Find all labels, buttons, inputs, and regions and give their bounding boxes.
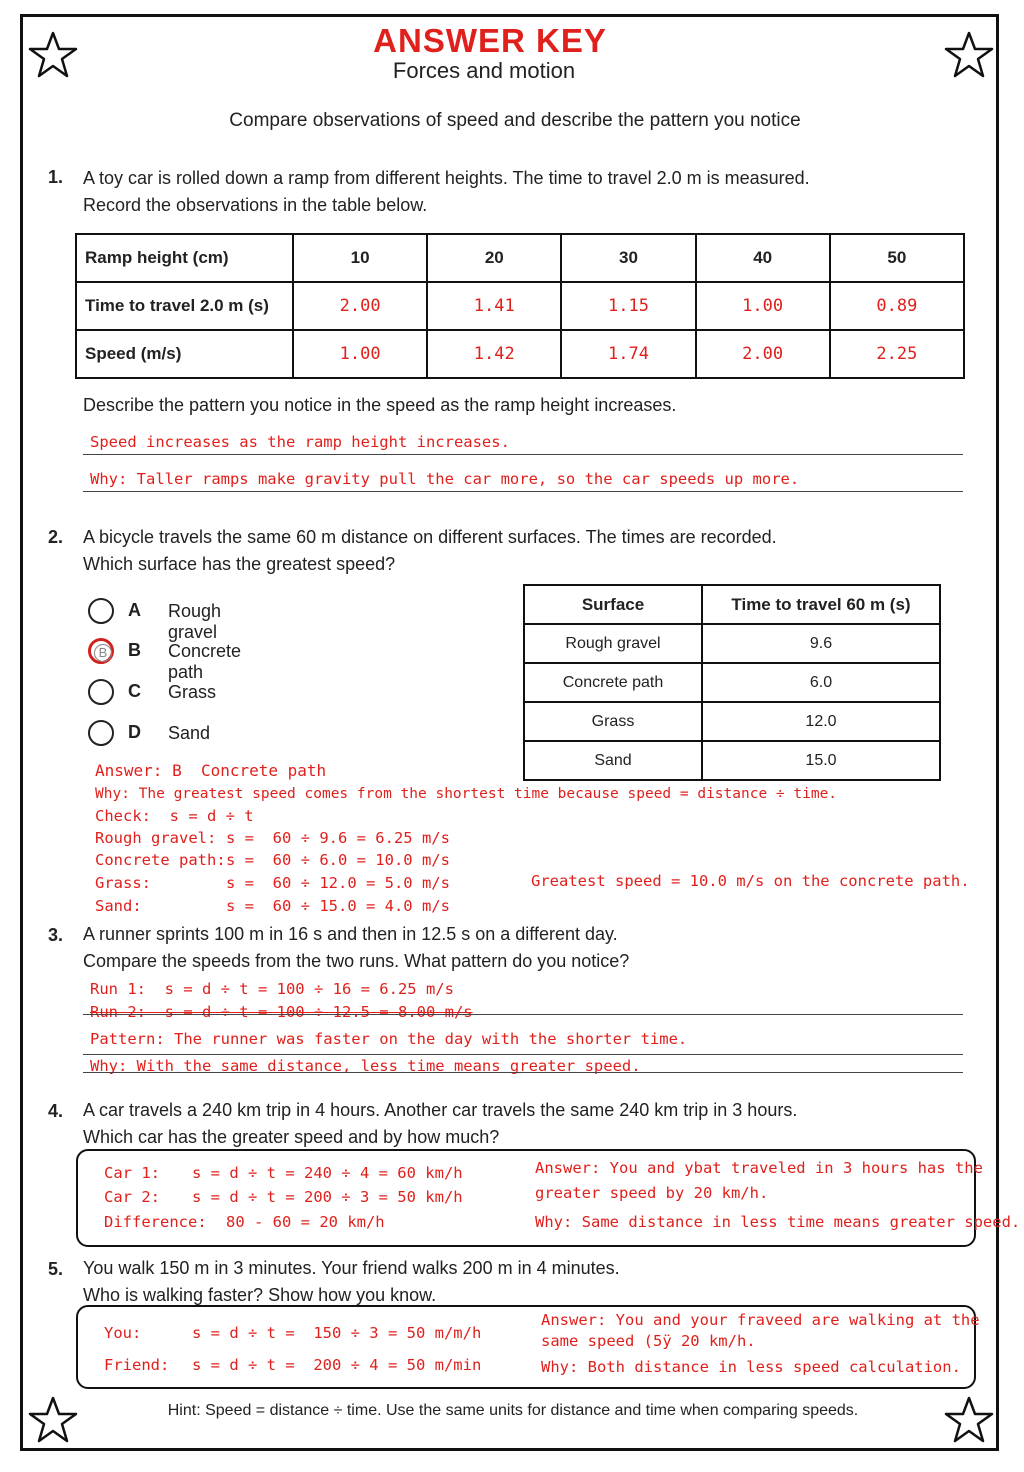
table-cell: 2.00 (696, 330, 830, 378)
calc-label: Car 1: (104, 1164, 160, 1182)
surface-table (523, 584, 941, 781)
answer-text: Why: Taller ramps make gravity pull the car more, so the car speeds up more. (90, 470, 800, 488)
calc-expr: s = 60 ÷ 9.6 = 6.25 m/s (226, 829, 450, 847)
answer-why: Why: The greatest speed comes from the shortest time because speed = distance ÷ time. (95, 786, 838, 802)
hint-text: Hint: Speed = distance ÷ time. Use the same units for distance and time when comparing speeds. (167, 1402, 859, 1419)
answer-text: greater speed by 20 km/h. (535, 1184, 769, 1202)
question-line: Record the observations in the table below. (83, 195, 428, 215)
table-cell: 50 (830, 234, 964, 282)
question-number: 1. (48, 167, 64, 187)
calc-label: Concrete path: (95, 851, 226, 869)
option-letter: A (128, 600, 141, 620)
question-line: You walk 150 m in 3 minutes. Your friend walks 200 m in 4 minutes. (83, 1258, 620, 1278)
table-cell: 9.6 (702, 624, 940, 663)
answer-line (83, 1014, 963, 1015)
calc-label: Grass: (95, 874, 151, 892)
ramp-table (75, 233, 965, 379)
question-line: Which surface has the greatest speed? (83, 554, 396, 574)
intro-text: Compare observations of speed and describe the pattern you notice (229, 110, 801, 131)
row-label: Ramp height (cm) (76, 234, 293, 282)
option-letter: B (128, 640, 141, 660)
answer-check: Check: s = d ÷ t (95, 807, 254, 825)
option-letter: D (128, 722, 141, 742)
option-letter: C (128, 681, 141, 701)
calc-expr: s = 60 ÷ 6.0 = 10.0 m/s (226, 851, 450, 869)
answer-text: Answer: B Concrete path (95, 761, 327, 780)
answer-text: same speed (5ÿ 20 km/h. (541, 1332, 756, 1350)
table-header: Surface (524, 585, 702, 624)
table-cell: 1.00 (293, 330, 427, 378)
table-cell: 1.15 (561, 282, 695, 330)
table-cell: 1.42 (427, 330, 561, 378)
calc-expr: s = 60 ÷ 12.0 = 5.0 m/s (226, 874, 450, 892)
table-cell: 2.00 (293, 282, 427, 330)
calc-expr: s = 60 ÷ 15.0 = 4.0 m/s (226, 897, 450, 915)
table-header: Time to travel 60 m (s) (702, 585, 940, 624)
table-cell: 1.74 (561, 330, 695, 378)
answer-why: Why: Both distance in less speed calculation. (541, 1358, 961, 1376)
table-cell: 30 (561, 234, 695, 282)
question-text (83, 165, 810, 219)
option-radio[interactable] (88, 598, 114, 624)
table-cell: 12.0 (702, 702, 940, 741)
calc-label: Sand: (95, 897, 142, 915)
table-cell: Grass (524, 702, 702, 741)
option-label: Sand (168, 723, 211, 743)
option-label: Grass (168, 682, 217, 702)
pattern-prompt: Describe the pattern you notice in the speed as the ramp height increases. (83, 395, 677, 415)
answer-why: Why: Same distance in less time means greater speed. (535, 1213, 1021, 1231)
question-text (83, 921, 629, 975)
option-label: Rough gravel (168, 601, 222, 642)
option-radio[interactable] (88, 679, 114, 705)
question-line: A bicycle travels the same 60 m distance on different surfaces. The times are recorded. (83, 527, 777, 547)
answer-text: Why: With the same distance, less time means greater speed. (90, 1057, 641, 1075)
answer-text: Pattern: The runner was faster on the day with the shorter time. (90, 1030, 688, 1048)
question-number: 2. (48, 527, 64, 547)
table-cell: 0.89 (830, 282, 964, 330)
answer-text: Run 2: s = d ÷ t = 100 ÷ 12.5 = 8.00 m/s (90, 1003, 473, 1021)
row-label: Time to travel 2.0 m (s) (76, 282, 293, 330)
calc-expr: s = d ÷ t = 200 ÷ 4 = 50 m/min (192, 1356, 482, 1374)
question-line: Who is walking faster? Show how you know. (83, 1285, 437, 1305)
answer-text: Speed increases as the ramp height increases. (90, 433, 510, 451)
calc-label: You: (104, 1324, 142, 1342)
answer-line (83, 454, 963, 455)
answer-text: Answer: You and your fraveed are walking at the (541, 1311, 980, 1329)
calc-expr: s = d ÷ t = 150 ÷ 3 = 50 m/m/h (192, 1324, 482, 1342)
row-label: Speed (m/s) (76, 330, 293, 378)
option-radio[interactable] (88, 720, 114, 746)
table-cell: 20 (427, 234, 561, 282)
question-number: 5. (48, 1259, 64, 1279)
table-cell: Rough gravel (524, 624, 702, 663)
table-cell: 6.0 (702, 663, 940, 702)
question-line: A runner sprints 100 m in 16 s and then in 12.5 s on a different day. (83, 924, 618, 944)
page-subtitle: Forces and motion (392, 58, 576, 83)
table-cell: Sand (524, 741, 702, 780)
question-number: 3. (48, 925, 64, 945)
option-radio-selected[interactable] (88, 638, 114, 664)
answer-text: Answer: You and ybat traveled in 3 hours has the (535, 1159, 983, 1177)
question-number: 4. (48, 1101, 64, 1121)
question-line: A car travels a 240 km trip in 4 hours. Another car travels the same 240 km trip in 3 hours. (83, 1100, 798, 1120)
question-line: A toy car is rolled down a ramp from different heights. The time to travel 2.0 m is measured. (83, 168, 810, 188)
answer-text: Run 1: s = d ÷ t = 100 ÷ 16 = 6.25 m/s (90, 980, 454, 998)
table-cell: 1.00 (696, 282, 830, 330)
question-text (83, 1255, 620, 1309)
page-title: ANSWER KEY (373, 22, 607, 59)
table-cell: 10 (293, 234, 427, 282)
selected-mark: B (94, 644, 112, 662)
answer-line (83, 1072, 963, 1073)
question-line: Compare the speeds from the two runs. What pattern do you notice? (83, 951, 630, 971)
table-cell: 40 (696, 234, 830, 282)
table-cell: 2.25 (830, 330, 964, 378)
answer-line (83, 1054, 963, 1055)
calc-expr: 80 - 60 = 20 km/h (226, 1213, 385, 1231)
calc-expr: s = d ÷ t = 200 ÷ 3 = 50 km/h (192, 1188, 463, 1206)
option-label: Concrete path (168, 641, 242, 682)
calc-label: Car 2: (104, 1188, 160, 1206)
table-cell: Concrete path (524, 663, 702, 702)
table-cell: 1.41 (427, 282, 561, 330)
calc-label: Friend: (104, 1356, 170, 1374)
question-text (83, 1097, 797, 1151)
calc-label: Rough gravel: (95, 829, 217, 847)
table-cell: 15.0 (702, 741, 940, 780)
calc-label: Difference: (104, 1213, 207, 1231)
question-text (83, 524, 777, 578)
calc-expr: s = d ÷ t = 240 ÷ 4 = 60 km/h (192, 1164, 463, 1182)
greatest-speed: Greatest speed = 10.0 m/s on the concrete path. (531, 872, 970, 890)
answer-line (83, 491, 963, 492)
question-line: Which car has the greater speed and by how much? (83, 1127, 500, 1147)
